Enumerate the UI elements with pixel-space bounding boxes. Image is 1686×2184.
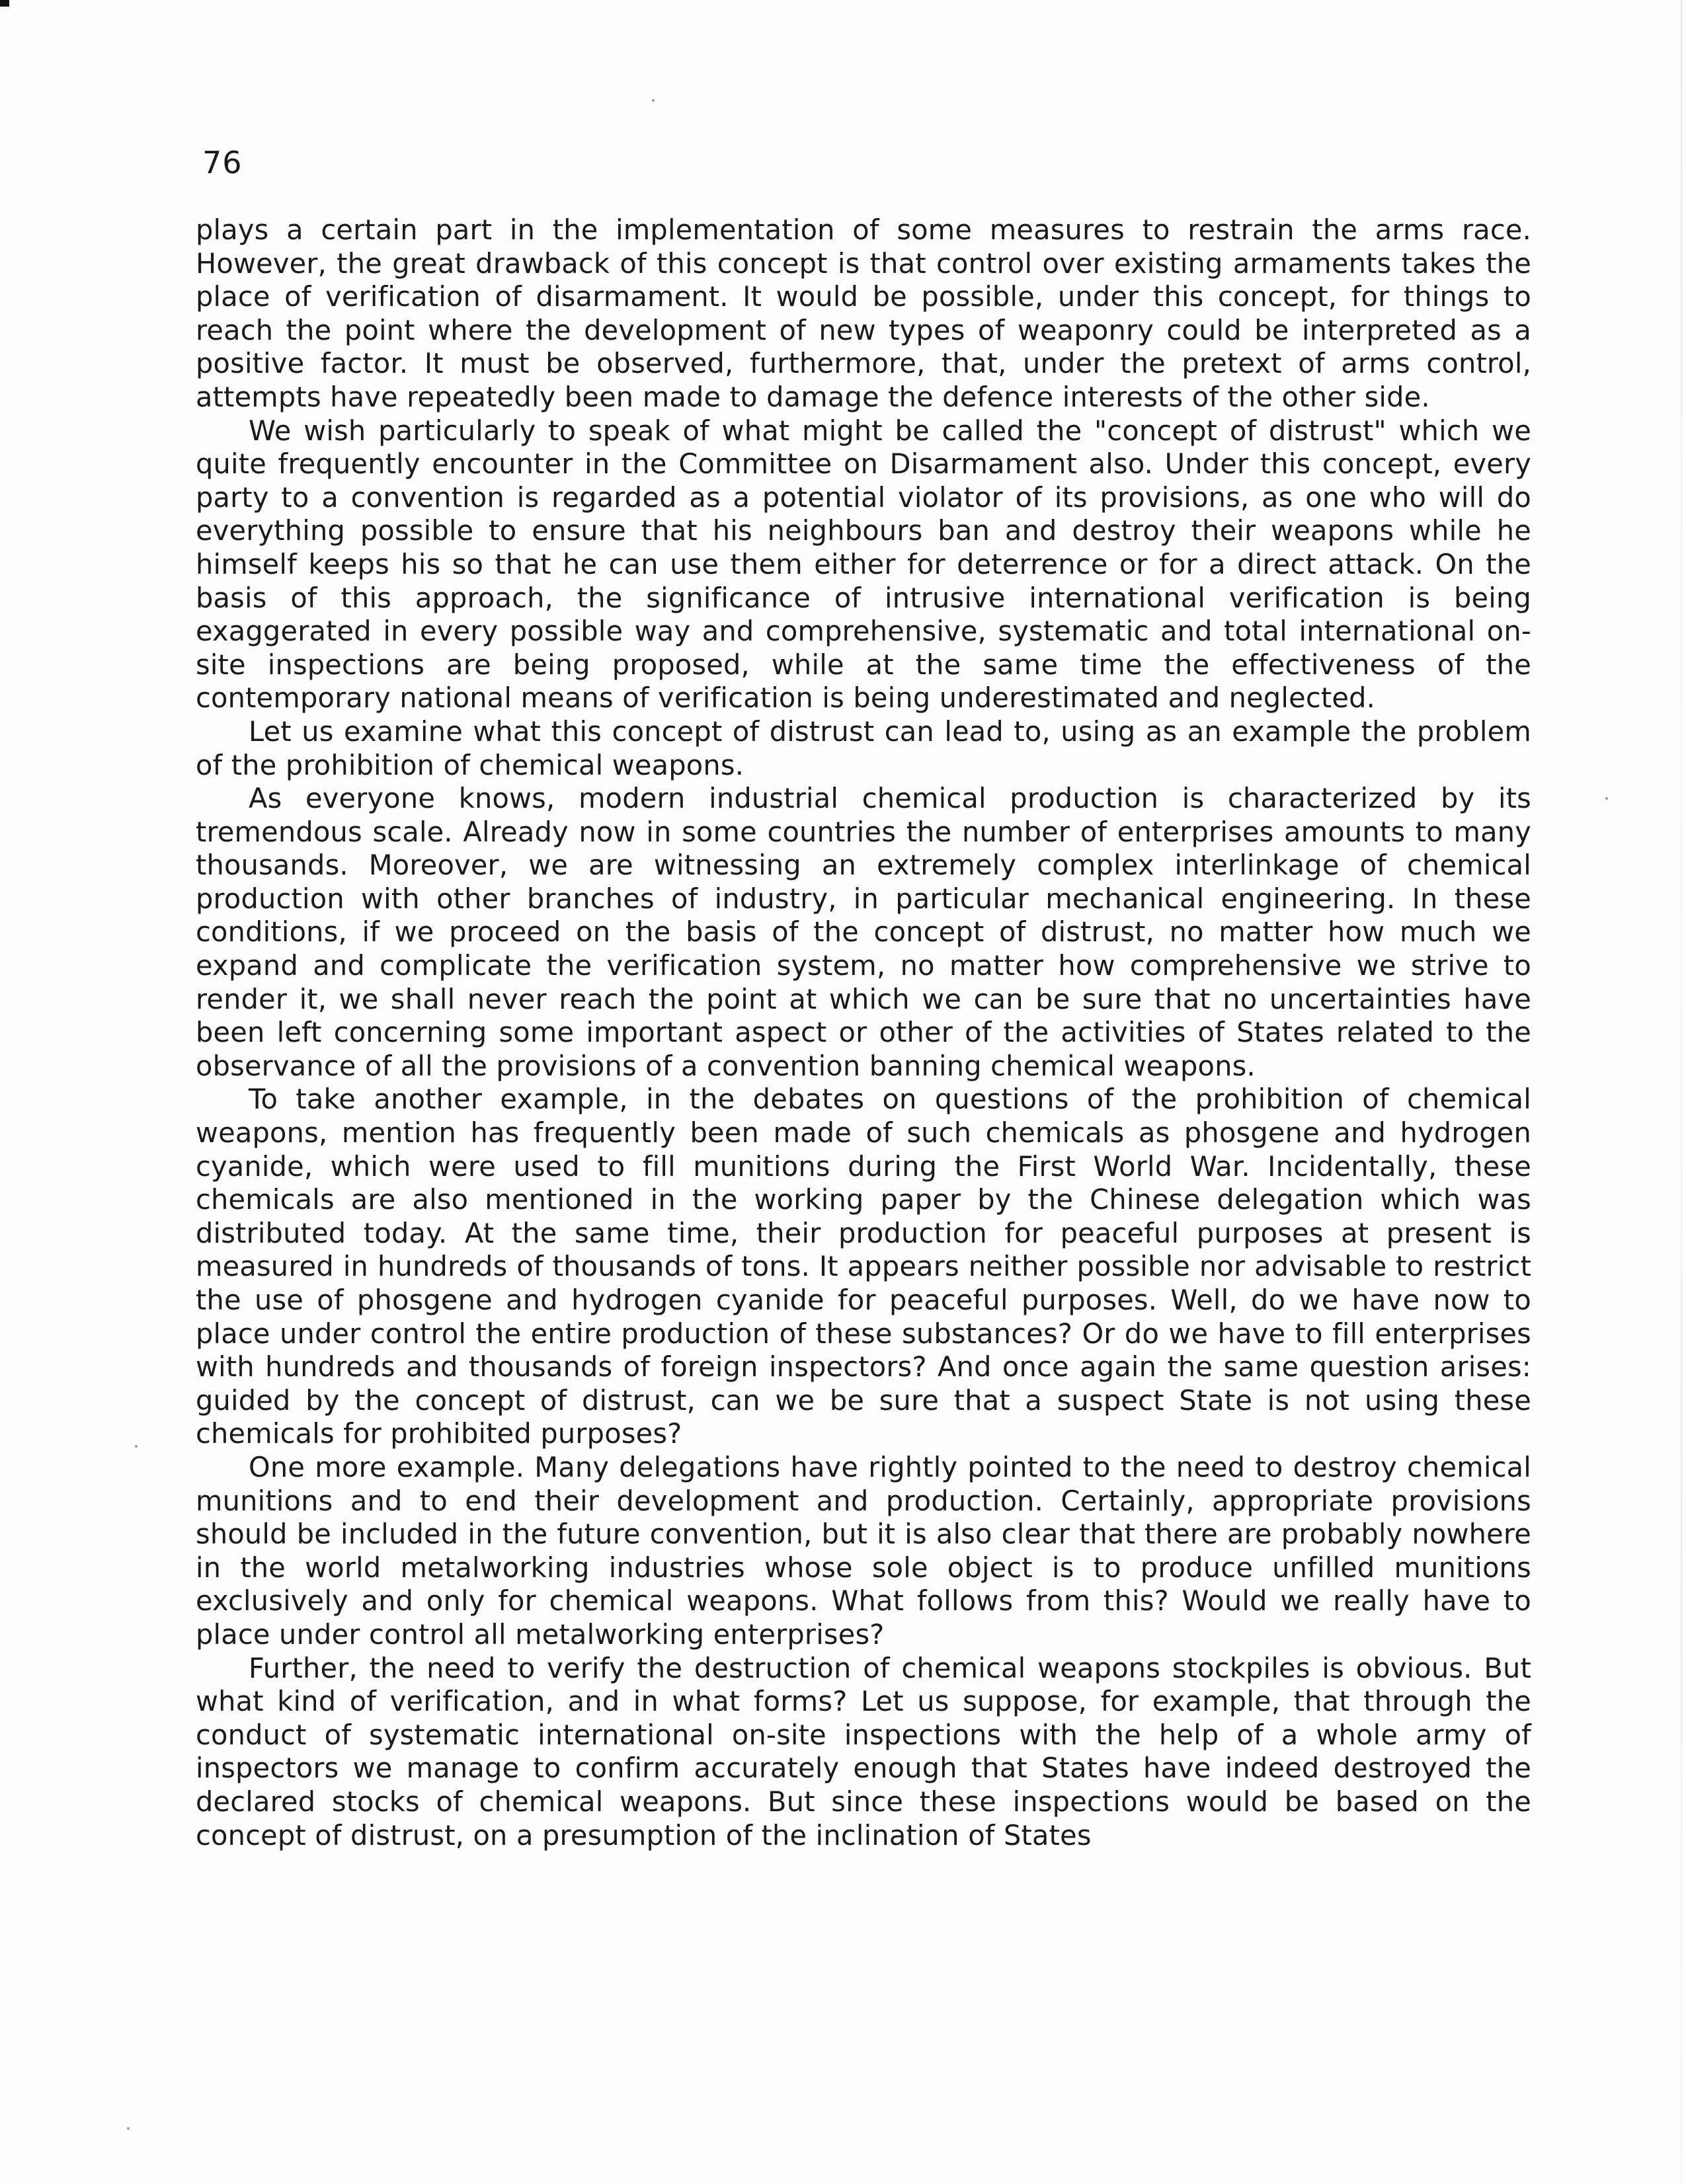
paragraph-concept-of-distrust: We wish particularly to speak of what might be called the "concept of distrust" which we quite frequently encounter in the Committee on Disarmament also. Under this concept, every party to a convention is regarded as a potential violator of its provisions, as one who will do everything possible to ensure that his neighbours ban and destroy their weapons while he himself keeps his so that he can use them either for deterrence or for a direct attack. On the basis of this approach, the significance of intrusive international verification is being exaggerated in every possible way and comprehensive, systematic and total international on-site inspections are being proposed, while at the same time the effectiveness of the contemporary national means of verification is being underestimated and neglected. [196, 414, 1531, 715]
paragraph-munitions-example: One more example. Many delegations have rightly pointed to the need to destroy chemical munitions and to end their development and production. Certainly, appropriate provisions should be included in the future convention, but it is also clear that there are probably nowhere in the world metalworking industries whose sole object is to produce unfilled munitions exclusively and only for chemical weapons. What follows from this? Would we really have to place under control all metalworking enterprises? [196, 1450, 1531, 1651]
body-text [196, 214, 1531, 1852]
page-number: 76 [202, 145, 243, 180]
paragraph-continuation: plays a certain part in the implementation of some measures to restrain the arms race. However, the great drawback of this concept is that control over existing armaments takes the place of verification of disarmament. It would be possible, under this concept, for things to reach the point where the development of new types of weaponry could be interpreted as a positive factor. It must be observed, furthermore, that, under the pretext of arms control, attempts have repeatedly been made to damage the defence interests of the other side. [196, 214, 1531, 413]
scan-speck [135, 1445, 138, 1448]
scan-speck [652, 99, 655, 102]
scan-speck [1605, 797, 1608, 800]
scan-page-edge [1681, 0, 1682, 2184]
scan-speck [127, 2127, 130, 2130]
paragraph-examine-example: Let us examine what this concept of distrust can lead to, using as an example the problem of the prohibition of chemical weapons. [196, 715, 1531, 781]
paragraph-industrial-production: As everyone knows, modern industrial chemical production is characterized by its tremendous scale. Already now in some countries the number of enterprises amounts to many thousands. Moreover, we are witnessing an extremely complex interlinkage of chemical production with other branches of industry, in particular mechanical engineering. In these conditions, if we proceed on the basis of the concept of distrust, no matter how much we expand and complicate the verification system, no matter how comprehensive we strive to render it, we shall never reach the point at which we can be sure that no uncertainties have been left concerning some important aspect or other of the activities of States related to the observance of all the provisions of a convention banning chemical weapons. [196, 782, 1531, 1082]
scan-corner-mark [0, 0, 9, 7]
paragraph-stockpile-verification: Further, the need to verify the destruction of chemical weapons stockpiles is obvious. But what kind of verification, and in what forms? Let us suppose, for example, that through the conduct of systematic international on-site inspections with the help of a whole army of inspectors we manage to confirm accurately enough that States have indeed destroyed the declared stocks of chemical weapons. But since these inspections would be based on the concept of distrust, on a presumption of the inclination of States [196, 1651, 1531, 1852]
paragraph-phosgene-example: To take another example, in the debates on questions of the prohibition of chemical weapons, mention has frequently been made of such chemicals as phosgene and hydrogen cyanide, which were used to fill munitions during the First World War. Incidentally, these chemicals are also mentioned in the working paper by the Chinese delegation which was distributed today. At the same time, their production for peaceful purposes at present is measured in hundreds of thousands of tons. It appears neither possible nor advisable to restrict the use of phosgene and hydrogen cyanide for peaceful purposes. Well, do we have now to place under control the entire production of these substances? Or do we have to fill enterprises with hundreds and thousands of foreign inspectors? And once again the same question arises: guided by the concept of distrust, can we be sure that a suspect State is not using these chemicals for prohibited purposes? [196, 1083, 1531, 1450]
